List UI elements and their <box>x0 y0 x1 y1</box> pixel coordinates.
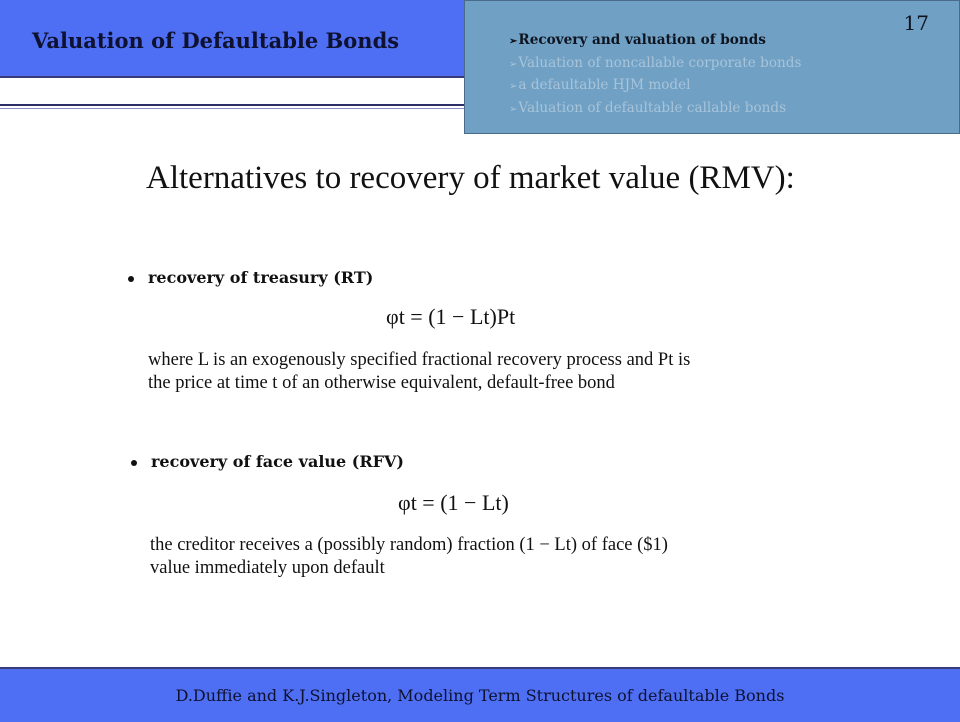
bullet-dot-icon <box>128 276 134 282</box>
bullet-heading: recovery of face value (RFV) <box>151 452 404 471</box>
text-line: value immediately upon default <box>150 558 385 578</box>
arrow-bullet-icon: ➢ <box>509 81 518 92</box>
agenda-box <box>464 0 960 134</box>
agenda-item-callable <box>509 98 801 121</box>
arrow-bullet-icon: ➢ <box>509 36 518 47</box>
formula-rt: φt = (1 − Lt)Pt <box>386 304 516 329</box>
agenda-list <box>509 30 801 120</box>
agenda-item-label: Valuation of noncallable corporate bonds <box>518 54 802 71</box>
header-title: Valuation of Defaultable Bonds <box>32 28 400 53</box>
bullet-rt <box>128 268 373 287</box>
text-line: the creditor receives a (possibly random) fraction (1 − Lt) of face ($1) <box>150 535 668 555</box>
agenda-item-label: a defaultable HJM model <box>518 77 691 93</box>
footer-citation: D.Duffie and K.J.Singleton, Modeling Term Structures of defaultable Bonds <box>175 686 785 705</box>
text-line: where L is an exogenously specified fractional recovery process and Pt is <box>148 350 691 370</box>
formula-rfv: φt = (1 − Lt) <box>398 490 509 515</box>
slide-title: Alternatives to recovery of market value (RMV): <box>146 160 795 196</box>
header-bar <box>0 0 465 78</box>
slide-number: 17 <box>903 11 929 35</box>
agenda-item-hjm <box>509 75 801 98</box>
bullet-rfv <box>131 452 404 471</box>
text-line: the price at time t of an otherwise equivalent, default-free bond <box>148 373 615 393</box>
agenda-item-noncallable <box>509 53 801 76</box>
header-rule <box>0 104 465 106</box>
bullet-heading: recovery of treasury (RT) <box>148 268 374 287</box>
footer-bar <box>0 667 960 722</box>
agenda-item-label: Recovery and valuation of bonds <box>518 32 766 48</box>
arrow-bullet-icon: ➢ <box>509 103 518 115</box>
agenda-item-recovery <box>509 30 801 53</box>
arrow-bullet-icon: ➢ <box>509 58 518 70</box>
agenda-item-label: Valuation of defaultable callable bonds <box>518 99 787 116</box>
bullet-dot-icon <box>131 460 137 466</box>
header-rule-light <box>0 108 465 109</box>
